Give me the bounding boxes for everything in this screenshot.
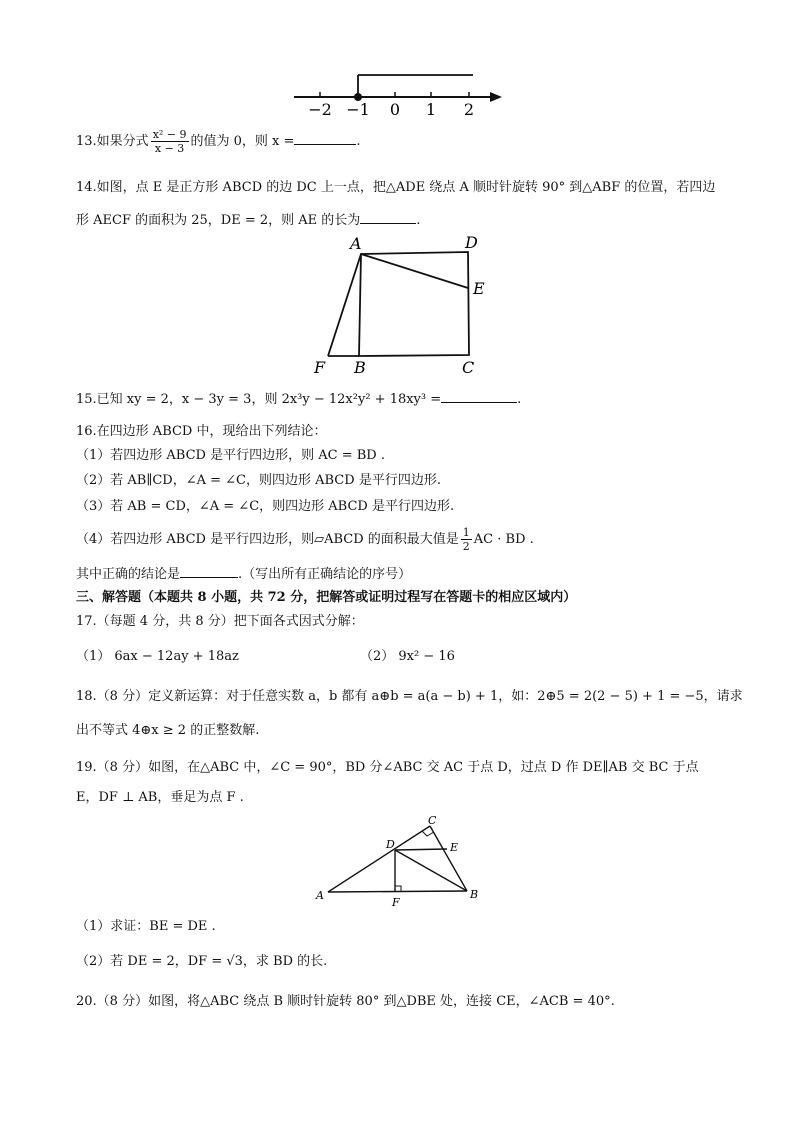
label-a: A <box>316 889 324 902</box>
tick-label: 0 <box>389 100 401 119</box>
label-d: D <box>386 838 395 851</box>
label-b: B <box>470 888 479 901</box>
question-15: 15.已知 xy = 2，x − 3y = 3，则 2x³y − 12x²y² + 18xy³ = . <box>76 392 522 407</box>
label-c: C <box>428 814 437 827</box>
question-19-part-1: （1）求证：BE = DE . <box>76 919 216 934</box>
question-16-item-3: （3）若 AB = CD，∠A = ∠C，则四边形 ABCD 是平行四边形. <box>76 499 455 514</box>
question-13: 13.如果分式 $\frac{\text{x² − 9}}{x - 3}$ 的值为 0，则 x = . <box>76 128 361 155</box>
answer-blank <box>441 390 517 403</box>
question-18-line-2: 出不等式 4⊕x ≥ 2 的正整数解. <box>76 723 260 738</box>
answer-blank <box>180 565 238 578</box>
section-heading: 三、解答题（本题共 8 小题，共 72 分，把解答或证明过程写在答题卡的相应区域内） <box>76 590 577 605</box>
question-19-line-2: E，DF ⊥ AB，垂足为点 F . <box>76 790 244 805</box>
square-rotation-figure <box>310 232 500 378</box>
question-14-line-2: 形 AECF 的面积为 25，DE = 2，则 AE 的长为 . <box>76 213 421 228</box>
question-14-line-1: 14.如图，点 E 是正方形 ABCD 的边 DC 上一点，把△ADE 绕点 A 顺时针旋转 90° 到△ABF 的位置，若四边 <box>76 180 716 195</box>
question-16-item-1: （1）若四边形 ABCD 是平行四边形，则 AC = BD . <box>76 448 385 463</box>
question-16-item-4: （4）若四边形 ABCD 是平行四边形，则▱ABCD 的面积最大值是 $\frac{1}{2}$ AC · BD . <box>76 526 534 553</box>
label-a: A <box>350 234 362 253</box>
tick-label: −2 <box>308 100 332 119</box>
question-19-line-1: 19.（8 分）如图，在△ABC 中，∠C = 90°，BD 分∠ABC 交 AC 于点 D，过点 D 作 DE∥AB 交 BC 于点 <box>76 760 699 775</box>
question-17-part-1: （1） 6ax − 12ay + 18az <box>76 649 239 664</box>
arrow-right-icon <box>490 92 502 102</box>
fraction: $\frac{1}{2}$ <box>462 526 470 553</box>
label-b: B <box>354 358 366 377</box>
question-19-part-2: （2）若 DE = 2，DF = √3，求 BD 的长. <box>76 954 328 969</box>
answer-blank <box>360 211 416 224</box>
label-d: D <box>465 233 478 252</box>
question-18-line-1: 18.（8 分）定义新运算：对于任意实数 a，b 都有 a⊕b = a(a − b) + 1，如：2⊕5 = 2(2 − 5) + 1 = −5，请求 <box>76 689 743 704</box>
label-e: E <box>450 841 459 854</box>
label-e: E <box>473 279 485 298</box>
fraction: $\frac{\text{x² − 9}}{x - 3}$ <box>152 128 187 155</box>
number-line-figure <box>290 66 510 122</box>
question-16-conclusion: 其中正确的结论是 .（写出所有正确结论的序号） <box>76 567 412 582</box>
question-17: 17.（每题 4 分，共 8 分）把下面各式因式分解： <box>76 614 364 629</box>
tick-label: 2 <box>463 100 475 119</box>
triangle-figure <box>310 814 490 910</box>
answer-blank <box>294 132 356 145</box>
question-20: 20.（8 分）如图，将△ABC 绕点 B 顺时针旋转 80° 到△DBE 处，连接 CE，∠ACB = 40°. <box>76 994 615 1009</box>
tick-label: −1 <box>346 100 370 119</box>
question-16-intro: 16.在四边形 ABCD 中，现给出下列结论： <box>76 424 327 439</box>
question-16-item-2: （2）若 AB∥CD，∠A = ∠C，则四边形 ABCD 是平行四边形. <box>76 473 441 488</box>
label-f: F <box>314 358 326 377</box>
label-c: C <box>462 358 475 377</box>
question-17-part-2: （2） 9x² − 16 <box>360 649 455 664</box>
tick-label: 1 <box>425 100 437 119</box>
label-f: F <box>392 896 400 909</box>
